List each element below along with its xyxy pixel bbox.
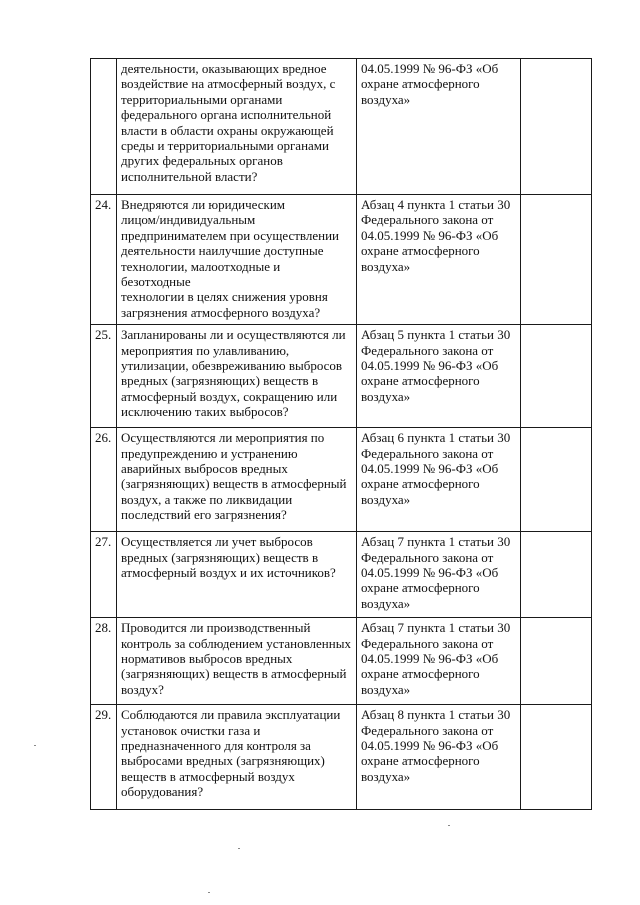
checklist-table bbox=[90, 58, 592, 810]
table-row bbox=[91, 705, 592, 810]
table-row bbox=[91, 195, 592, 325]
scan-speck bbox=[238, 848, 240, 849]
table-row bbox=[91, 618, 592, 705]
legal-basis-cell: Абзац 7 пункта 1 статьи 30 Федерального закона от 04.05.1999 № 96-ФЗ «Об охране атмосферного воздуха» bbox=[357, 618, 521, 705]
scan-speck bbox=[448, 825, 450, 826]
row-number: 26. bbox=[91, 428, 117, 532]
legal-basis-cell: Абзац 8 пункта 1 статьи 30 Федерального закона от 04.05.1999 № 96-ФЗ «Об охране атмосферного воздуха» bbox=[357, 705, 521, 810]
question-cell: деятельности, оказывающих вредное воздействие на атмосферный воздух, с территориальными органами федерального органа исполнительной власти в области охраны окружающей среды и территориальными органами других федеральных органов исполнительной власти? bbox=[117, 59, 357, 195]
answer-cell bbox=[521, 59, 592, 195]
answer-cell bbox=[521, 428, 592, 532]
table-row bbox=[91, 428, 592, 532]
legal-basis-cell: Абзац 6 пункта 1 статьи 30 Федерального закона от 04.05.1999 № 96-ФЗ «Об охране атмосферного воздуха» bbox=[357, 428, 521, 532]
legal-basis-cell: Абзац 7 пункта 1 статьи 30 Федерального закона от 04.05.1999 № 96-ФЗ «Об охране атмосферного воздуха» bbox=[357, 532, 521, 618]
row-number: 24. bbox=[91, 195, 117, 325]
answer-cell bbox=[521, 325, 592, 428]
row-number: 29. bbox=[91, 705, 117, 810]
answer-cell bbox=[521, 618, 592, 705]
table-row bbox=[91, 59, 592, 195]
question-cell: Осуществляется ли учет выбросов вредных (загрязняющих) веществ в атмосферный воздух и их источников? bbox=[117, 532, 357, 618]
answer-cell bbox=[521, 532, 592, 618]
row-number bbox=[91, 59, 117, 195]
question-cell: Запланированы ли и осуществляются ли мероприятия по улавливанию, утилизации, обезвреживанию выбросов вредных (загрязняющих) веществ в атмосферный воздух, сокращению или исключению таких выбросов? bbox=[117, 325, 357, 428]
row-number: 27. bbox=[91, 532, 117, 618]
question-cell: Соблюдаются ли правила эксплуатации установок очистки газа и предназначенного для контроля за выбросами вредных (загрязняющих) веществ в атмосферный воздух оборудования? bbox=[117, 705, 357, 810]
scan-speck bbox=[34, 745, 36, 746]
table-row bbox=[91, 325, 592, 428]
answer-cell bbox=[521, 705, 592, 810]
row-number: 25. bbox=[91, 325, 117, 428]
legal-basis-cell: Абзац 4 пункта 1 статьи 30 Федерального закона от 04.05.1999 № 96-ФЗ «Об охране атмосферного воздуха» bbox=[357, 195, 521, 325]
row-number: 28. bbox=[91, 618, 117, 705]
question-cell: Осуществляются ли мероприятия по предупреждению и устранению аварийных выбросов вредных (загрязняющих) веществ в атмосферный воздух, а также по ликвидации последствий его загрязнения? bbox=[117, 428, 357, 532]
question-cell: Внедряются ли юридическим лицом/индивидуальным предпринимателем при осуществлении деятельности наилучшие доступные технологии, малоотходные и безотходные технологии в целях снижения уровня загрязнения атмосферного воздуха? bbox=[117, 195, 357, 325]
legal-basis-cell: 04.05.1999 № 96-ФЗ «Об охране атмосферного воздуха» bbox=[357, 59, 521, 195]
scan-speck bbox=[208, 892, 210, 893]
question-cell: Проводится ли производственный контроль за соблюдением установленных нормативов выбросов вредных (загрязняющих) веществ в атмосферный воздух? bbox=[117, 618, 357, 705]
legal-basis-cell: Абзац 5 пункта 1 статьи 30 Федерального закона от 04.05.1999 № 96-ФЗ «Об охране атмосферного воздуха» bbox=[357, 325, 521, 428]
table-row bbox=[91, 532, 592, 618]
answer-cell bbox=[521, 195, 592, 325]
